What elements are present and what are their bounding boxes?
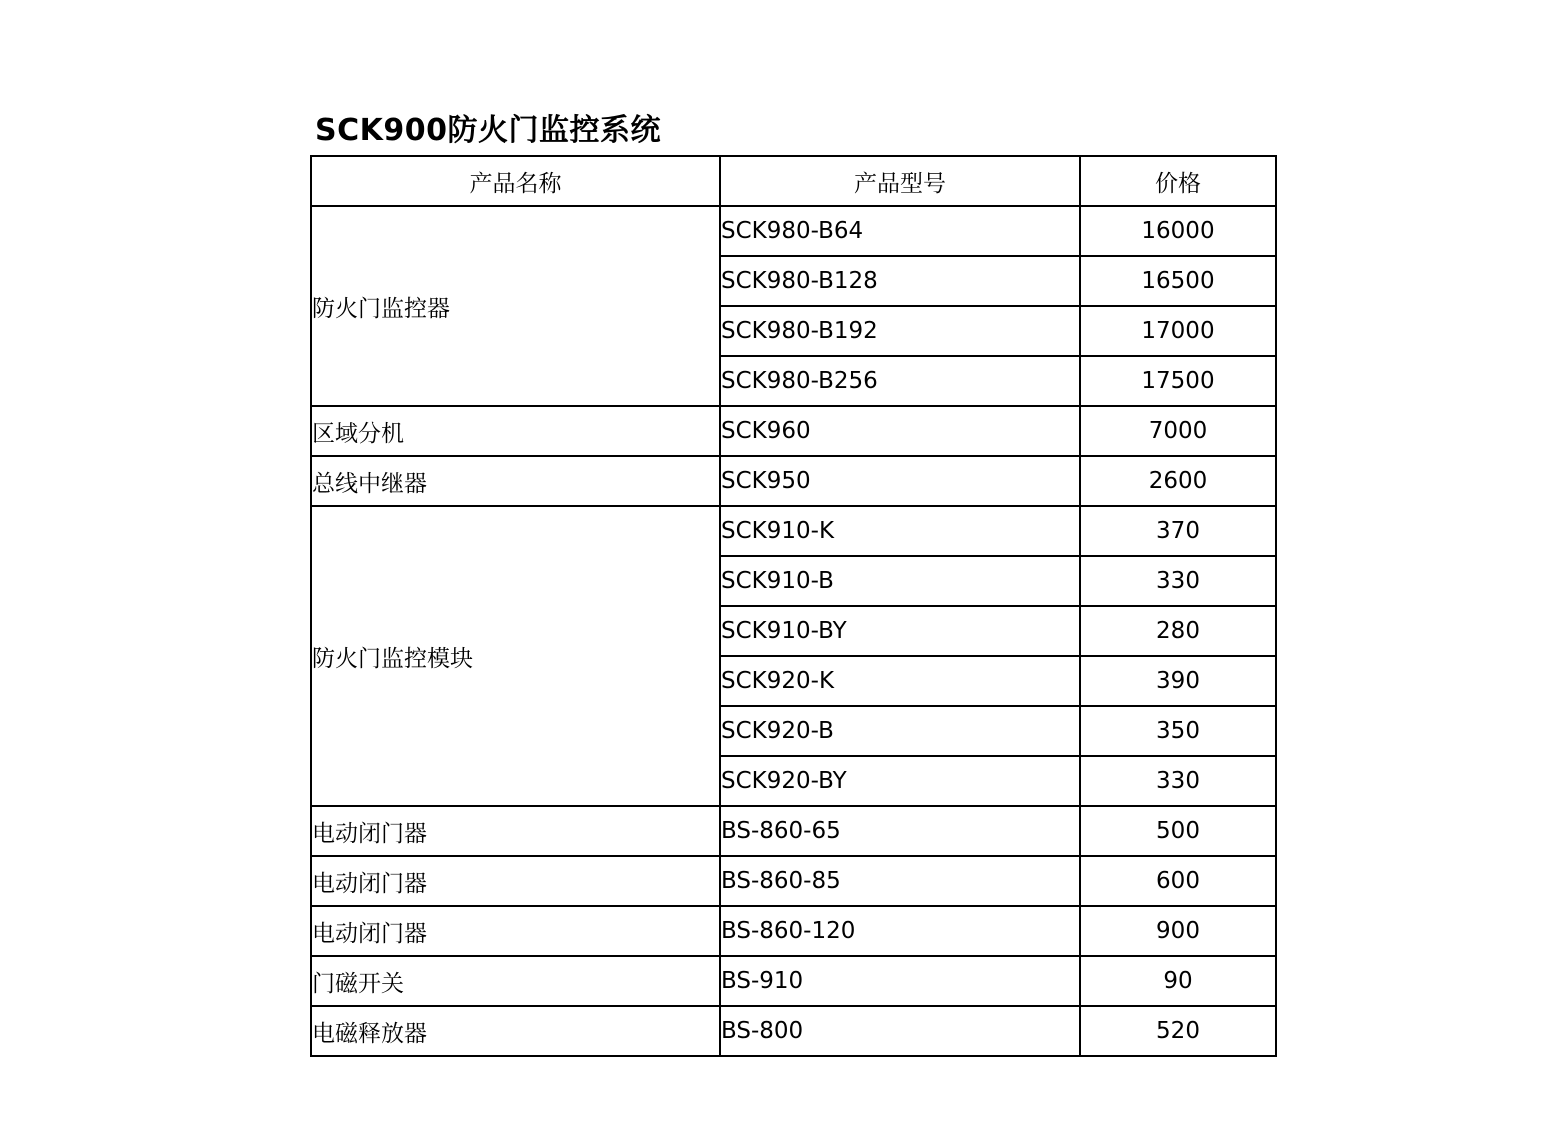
table-row (311, 1006, 1276, 1056)
cell-product-model: SCK950 (720, 456, 1080, 506)
cell-product-name: 防火门监控模块 (311, 506, 720, 806)
cell-product-model: SCK910-BY (720, 606, 1080, 656)
cell-price: 390 (1080, 656, 1276, 706)
cell-product-model: SCK920-B (720, 706, 1080, 756)
cell-price: 90 (1080, 956, 1276, 1006)
cell-price: 370 (1080, 506, 1276, 556)
cell-product-name: 电动闭门器 (311, 856, 720, 906)
table-row (311, 856, 1276, 906)
page-title: SCK900防火门监控系统 (315, 113, 661, 148)
cell-product-model: SCK920-K (720, 656, 1080, 706)
cell-price: 16500 (1080, 256, 1276, 306)
cell-price: 330 (1080, 556, 1276, 606)
cell-product-model: SCK980-B256 (720, 356, 1080, 406)
cell-product-model: BS-800 (720, 1006, 1080, 1056)
cell-product-model: SCK980-B128 (720, 256, 1080, 306)
column-header-price: 价格 (1080, 156, 1276, 206)
table-row (311, 506, 1276, 556)
column-header-product-model: 产品型号 (720, 156, 1080, 206)
cell-product-model: SCK910-B (720, 556, 1080, 606)
cell-price: 600 (1080, 856, 1276, 906)
table-row (311, 956, 1276, 1006)
product-price-table (310, 155, 1277, 1057)
cell-price: 520 (1080, 1006, 1276, 1056)
table-header-row (311, 156, 1276, 206)
table-row (311, 906, 1276, 956)
cell-product-model: BS-910 (720, 956, 1080, 1006)
table-row (311, 406, 1276, 456)
cell-product-name: 总线中继器 (311, 456, 720, 506)
cell-product-name: 电动闭门器 (311, 806, 720, 856)
cell-product-model: SCK980-B192 (720, 306, 1080, 356)
cell-product-name: 区域分机 (311, 406, 720, 456)
cell-price: 280 (1080, 606, 1276, 656)
table-body (311, 206, 1276, 1056)
cell-price: 900 (1080, 906, 1276, 956)
cell-product-model: SCK980-B64 (720, 206, 1080, 256)
cell-price: 16000 (1080, 206, 1276, 256)
cell-price: 330 (1080, 756, 1276, 806)
cell-product-name: 电磁释放器 (311, 1006, 720, 1056)
cell-product-model: BS-860-120 (720, 906, 1080, 956)
table-row (311, 456, 1276, 506)
table-row (311, 206, 1276, 256)
cell-product-model: BS-860-85 (720, 856, 1080, 906)
cell-product-name: 防火门监控器 (311, 206, 720, 406)
cell-price: 17500 (1080, 356, 1276, 406)
table-header (311, 156, 1276, 206)
column-header-product-name: 产品名称 (311, 156, 720, 206)
cell-price: 350 (1080, 706, 1276, 756)
table-row (311, 806, 1276, 856)
cell-price: 500 (1080, 806, 1276, 856)
cell-product-model: SCK920-BY (720, 756, 1080, 806)
cell-product-name: 门磁开关 (311, 956, 720, 1006)
cell-product-model: SCK910-K (720, 506, 1080, 556)
cell-product-model: BS-860-65 (720, 806, 1080, 856)
cell-price: 2600 (1080, 456, 1276, 506)
cell-product-model: SCK960 (720, 406, 1080, 456)
cell-product-name: 电动闭门器 (311, 906, 720, 956)
cell-price: 7000 (1080, 406, 1276, 456)
cell-price: 17000 (1080, 306, 1276, 356)
